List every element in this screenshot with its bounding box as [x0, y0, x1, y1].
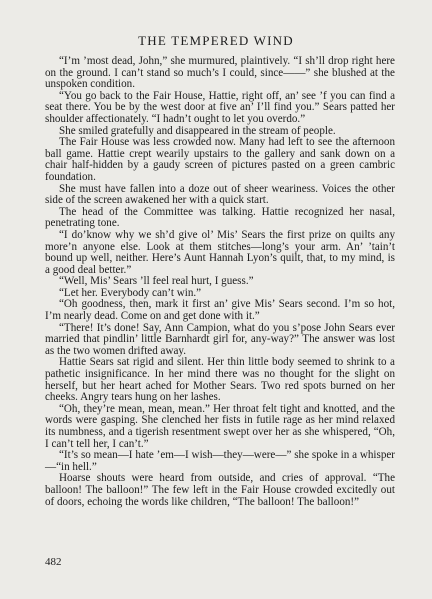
paragraph: “Oh goodness, then, mark it first an’ give Mis’ Sears second. I’m so hot, I’m nearly dead. Come on and get done with it.” [45, 298, 395, 323]
paragraph: “Oh, they’re mean, mean, mean.” Her throat felt tight and knotted, and the words were gasping. She clenched her fists in futile rage as her mind relaxed its numbness, and a tigerish resentment swept over her as she whispered, “Oh, I can’t tell her, I can’t.” [45, 402, 395, 450]
body-text [45, 56, 395, 508]
paragraph: “I do’know why we sh’d give ol’ Mis’ Sears the first prize on quilts any more’n anyone else. Look at them stitches—long’s your arm. An’ ’tain’t bound up well, neither. Here’s Aunt Hannah Lyon’s quilt, that, to my mind, is a good deal better.” [45, 228, 395, 276]
paragraph: The head of the Committee was talking. Hattie recognized her nasal, penetrating tone. [45, 205, 395, 230]
paragraph: “Let her. Everybody can’t win.” [59, 286, 202, 299]
paragraph: “You go back to the Fair House, Hattie, right off, an’ see ’f you can find a seat there. You be by the west door at five an’ I’ll find you.” Sears patted her shoulder affectionately. “I hadn’t ought to let you overdo.” [45, 89, 395, 125]
paragraph: Hattie Sears sat rigid and silent. Her thin little body seemed to shrink to a pathetic insignificance. In her mind there was no thought for the slight on herself, but her heart ached for Mother Sears. Two red spots burned on her cheeks. Angry tears hung on her lashes. [45, 356, 395, 404]
paragraph: “It’s so mean—I hate ’em—I wish—they—were—” she spoke in a whisper—“in hell.” [45, 449, 395, 473]
paragraph: She must have fallen into a doze out of sheer weariness. Voices the other side of the screen awakened her with a quick start. [45, 182, 395, 207]
paragraph: Hoarse shouts were heard from outside, and cries of approval. “The balloon! The balloon!” The few left in the Fair House crowded excitedly out of doors, echoing the words like children, “The balloon! The balloon!” [45, 472, 395, 508]
paragraph: “I’m ’most dead, John,” she murmured, plaintively. “I sh’ll drop right here on the ground. I can’t stand so much’s I could, since——” she blushed at the unspoken condition. [45, 55, 395, 91]
running-head: THE TEMPERED WIND [138, 33, 294, 48]
page-number: 482 [45, 556, 62, 568]
paragraph: “There! It’s done! Say, Ann Campion, what do you s’pose John Sears ever married that pindlin’ little Barnhardt girl for, any-way?” The answer was lost as the two women drifted away. [45, 321, 395, 357]
paragraph: She smiled gratefully and disappeared in the stream of people. [59, 124, 336, 137]
paragraph: “Well, Mis’ Sears ’ll feel real hurt, I guess.” [59, 275, 254, 288]
paragraph: The Fair House was less crowded now. Many had left to see the afternoon ball game. Hattie crept wearily upstairs to the gallery and sank down on a chair half-hidden by a gaudy screen of pictures pasted on a green cambric foundation. [45, 136, 395, 183]
